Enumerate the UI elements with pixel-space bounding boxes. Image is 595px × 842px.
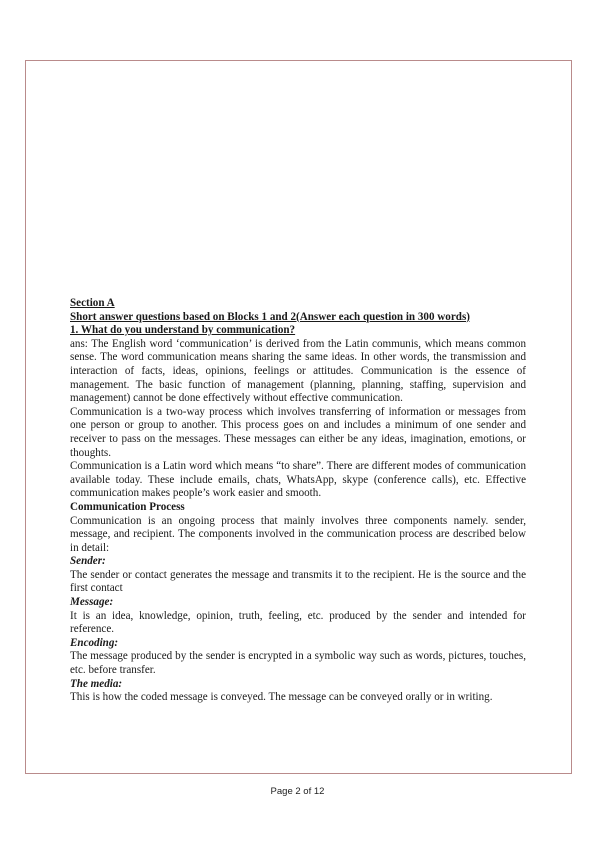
- media-text: This is how the coded message is conveyed. The message can be conveyed orally or in writing.: [70, 691, 493, 704]
- sender-text: The sender or contact generates the message and transmits it to the recipient. He is the source and the first contact: [70, 568, 526, 595]
- sender-heading: Sender:: [70, 555, 106, 568]
- encoding-text: The message produced by the sender is encrypted in a symbolic way such as words, pictures, touches, etc. before transfer.: [70, 650, 526, 677]
- question-heading: 1. What do you understand by communication?: [70, 324, 296, 337]
- media-heading: The media:: [70, 677, 123, 690]
- message-heading: Message:: [70, 596, 114, 609]
- section-title: Section A: [70, 297, 115, 309]
- process-heading: Communication Process: [70, 500, 185, 513]
- paragraph-two-way-process: Communication is a two-way process which involves transferring of information or messages from one person or group to another. This process goes on and includes a minimum of one sender and receiver to pass on the messages. These messages can either be any ideas, imagination, emotions, or thoughts.: [70, 405, 526, 459]
- paragraph-process: Communication is an ongoing process that mainly involves three components namely. sender, message, and recipient. The components involved in the communication process are described below in detail:: [70, 514, 526, 554]
- paragraph-answer-intro: ans: The English word ‘communication’ is derived from the Latin communis, which means common sense. The word communication means sharing the same ideas. In other words, the transmission and interaction of facts, ideas, opinions, feelings or attitudes. Communication is the essence of management. The basic function of management (planning, planning, staffing, supervision and management) cannot be done effectively without effective communication.: [70, 337, 526, 405]
- paragraph-latin-word: Communication is a Latin word which means “to share”. There are different modes of communication available today. These include emails, chats, WhatsApp, skype (conference calls), etc. Effective communication makes people’s work easier and smooth.: [70, 460, 526, 500]
- document-body: [70, 297, 526, 705]
- encoding-heading: Encoding:: [70, 636, 119, 649]
- message-text: It is an idea, knowledge, opinion, truth, feeling, etc. produced by the sender and intended for reference.: [70, 609, 526, 636]
- section-subtitle: Short answer questions based on Blocks 1 and 2(Answer each question in 300 words): [70, 310, 470, 323]
- page-number: Page 2 of 12: [270, 786, 325, 797]
